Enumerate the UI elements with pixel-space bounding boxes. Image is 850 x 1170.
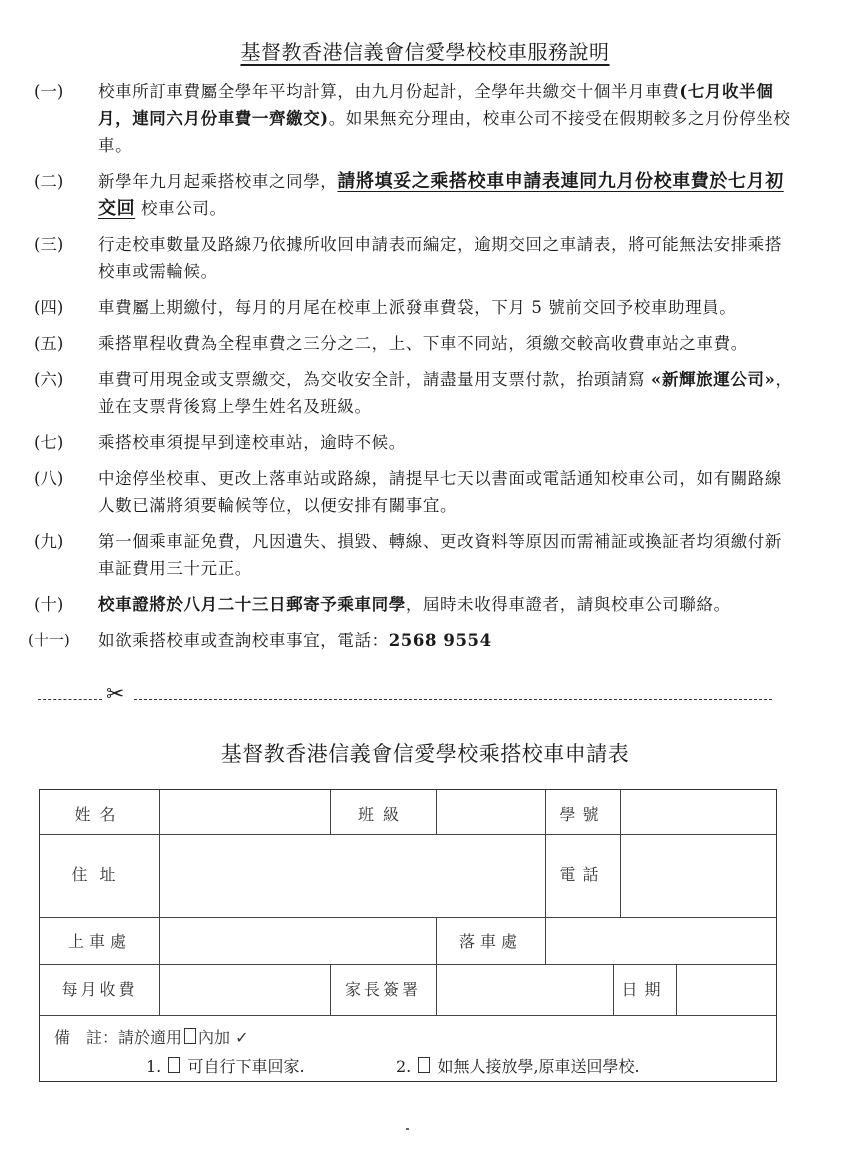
label-class: 班級: [357, 805, 408, 824]
date-field[interactable]: [677, 965, 776, 1015]
rule-text: [98, 294, 794, 321]
rule-text-segment: 校車公司。: [135, 199, 227, 218]
notice-title: 基督教香港信義會信愛學校校車服務說明: [240, 40, 610, 64]
form-title: 基督教香港信義會信愛學校乘搭校車申請表: [220, 742, 630, 766]
student-no-field[interactable]: [621, 790, 776, 834]
rule-text-segment: 如欲乘搭校車或查詢校車事宜，電話：: [98, 631, 389, 650]
rule-text: [98, 168, 794, 222]
rule-number: (五): [34, 334, 64, 353]
rule-text-segment: 車費屬上期繳付，每月的月尾在校車上派發車費袋，下月 5 號前交回予校車助理員。: [98, 298, 737, 317]
rule-text-segment: 行走校車數量及路線乃依據所收回申請表而編定，逾期交回之車請表，將可能無法安排乘搭校車或需輪候。: [98, 235, 782, 281]
rule-text-segment: 。如果無充分理由，校車公司不接受在假期較多之月份停坐校車。: [98, 109, 791, 155]
rule-number: (四): [34, 298, 64, 317]
rule-text-segment: 車費可用現金或支票繳交，為交收安全計，請盡量用支票付款，抬頭請寫: [98, 370, 652, 389]
class-field[interactable]: [437, 790, 545, 834]
rule-text: [98, 330, 794, 357]
form-row-divider: [40, 964, 776, 965]
monthly-fee-field[interactable]: [160, 965, 330, 1015]
cut-line-dash-right: [134, 699, 772, 700]
address-field[interactable]: [160, 835, 545, 917]
remark-hint-pre: 請於適用: [118, 1028, 183, 1047]
rule-number: (一): [34, 82, 64, 101]
scan-speck: [406, 1128, 409, 1130]
rule-text-segment: 乘搭校車須提早到達校車站，逾時不候。: [98, 433, 406, 452]
label-boarding-stop: 上車處: [67, 932, 131, 951]
rule-text-segment: «新輝旅運公司»: [651, 370, 776, 389]
rule-number: (三): [34, 235, 64, 254]
rule-text-segment: ，並在支票背後寫上學生姓名及班級。: [98, 370, 793, 416]
label-parent-signature: 家長簽署: [344, 980, 421, 999]
rule-number: (二): [34, 172, 64, 191]
option-return-to-school-label: 如無人接放學,原車送回學校.: [437, 1057, 640, 1076]
rule-text: [98, 366, 794, 420]
rule-number: (七): [34, 433, 64, 452]
option-self-alight-label: 可自行下車回家.: [187, 1057, 305, 1076]
rule-text: [98, 78, 794, 159]
label-monthly-fee: 每月收費: [61, 980, 138, 999]
label-name: 姓名: [74, 805, 125, 824]
rule-item: [34, 465, 794, 519]
rule-item: [34, 591, 794, 618]
rule-item: [34, 78, 794, 159]
rule-text-segment: (七月收半個月，連同六月份車費一齊繳交): [98, 82, 774, 128]
rule-item: [34, 294, 794, 321]
cut-line: [38, 682, 772, 708]
name-field[interactable]: [160, 790, 330, 834]
label-student-no: 學號: [559, 805, 606, 824]
option-number: 1.: [146, 1057, 162, 1076]
label-address: 住址: [71, 865, 128, 884]
rule-item: [34, 429, 794, 456]
rule-number: (十一): [28, 631, 70, 649]
rule-item: [34, 528, 794, 582]
label-phone: 電話: [559, 865, 606, 884]
cut-line-dash-left: [38, 699, 102, 700]
rules-list: [28, 78, 794, 663]
option-self-alight: [146, 1054, 305, 1077]
alighting-stop-field[interactable]: [546, 918, 776, 964]
rule-item: [34, 330, 794, 357]
rule-text: [98, 627, 794, 654]
rule-text-segment: 乘搭單程收費為全程車費之三分之二，上、下車不同站，須繳交較高收費車站之車費。: [98, 334, 748, 353]
option-return-to-school-checkbox[interactable]: [418, 1057, 430, 1073]
rule-number: (九): [34, 532, 64, 551]
remark-label: 備 註：: [54, 1028, 119, 1047]
rule-text-segment: 新學年九月起乘搭校車之同學，: [98, 172, 338, 191]
option-self-alight-checkbox[interactable]: [168, 1057, 180, 1073]
rule-item: [34, 168, 794, 222]
rule-text: [98, 429, 794, 456]
rule-text: [98, 528, 794, 582]
label-alighting-stop: 落車處: [458, 932, 522, 951]
rule-item: [28, 627, 794, 654]
phone-field[interactable]: [621, 835, 776, 917]
boarding-stop-field[interactable]: [160, 918, 436, 964]
rule-text-segment: 中途停坐校車、更改上落車站或路線，請提早七天以書面或電話通知校車公司，如有關路線人數已滿將須要輪候等位，以便安排有關事宜。: [98, 469, 782, 515]
rule-number: (八): [34, 469, 64, 488]
checkbox-icon: [184, 1028, 196, 1044]
remark-row: [54, 1025, 249, 1048]
rule-text-segment: 第一個乘車証免費，凡因遺失、損毀、轉線、更改資料等原因而需補証或換証者均須繳付新車証費用三十元正。: [98, 532, 782, 578]
rule-text-segment: 校車證將於八月二十三日郵寄予乘車同學: [98, 595, 406, 614]
option-return-to-school: [396, 1054, 640, 1077]
rule-text-segment: 校車所訂車費屬全學年平均計算，由九月份起計，全學年共繳交十個半月車費: [98, 82, 680, 101]
rule-text-segment: 請將填妥之乘搭校車申請表連同九月份校車費於七月初交回: [98, 171, 784, 219]
label-date: 日期: [621, 980, 668, 999]
form-row-divider: [40, 1015, 776, 1016]
rule-text: [98, 591, 794, 618]
rule-item: [34, 231, 794, 285]
rule-text-segment: ，屆時未收得車證者，請與校車公司聯絡。: [405, 595, 731, 614]
remark-hint-post: 內加 ✓: [198, 1028, 249, 1047]
parent-signature-field[interactable]: [437, 965, 613, 1015]
rule-item: [34, 366, 794, 420]
rule-text-segment: 2568 9554: [388, 631, 492, 650]
scissors-icon: ✂: [106, 682, 125, 707]
application-form: [39, 789, 777, 1082]
option-number: 2.: [396, 1057, 412, 1076]
rule-number: (十): [34, 595, 64, 614]
rule-number: (六): [34, 370, 64, 389]
rule-text: [98, 231, 794, 285]
rule-text: [98, 465, 794, 519]
